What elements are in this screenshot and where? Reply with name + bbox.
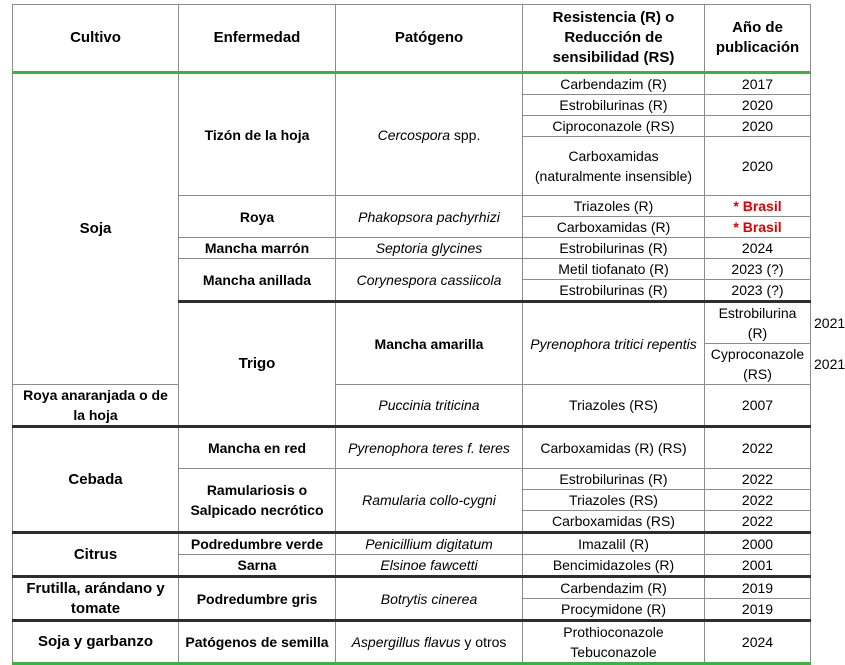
resistance-cell [523, 621, 705, 664]
table-row [13, 533, 811, 555]
header-enfermedad: Enfermedad [179, 5, 336, 73]
year-cell: 2022 [705, 511, 811, 533]
resistance-cell: Estrobilurinas (R) [523, 238, 705, 259]
resistance-cell: Metil tiofanato (R) [523, 259, 705, 280]
year-cell: 2023 (?) [705, 259, 811, 280]
pathogen-name: Cercospora [377, 126, 450, 143]
table-row [13, 577, 811, 599]
crop-cell: Citrus [13, 533, 179, 577]
crop-cell: Soja y garbanzo [13, 621, 179, 664]
year-cell: 2017 [705, 73, 811, 95]
pathogen-cell [336, 621, 523, 664]
year-cell: 2022 [705, 427, 811, 469]
resistance-cell: Triazoles (RS) [523, 385, 705, 427]
disease-cell: Tizón de la hoja [179, 73, 336, 196]
pathogen-cell [336, 73, 523, 196]
year-cell: 2024 [705, 238, 811, 259]
resistance-cell: Carbendazim (R) [523, 73, 705, 95]
crop-cell: Trigo [179, 302, 336, 427]
disease-cell: Mancha amarilla [336, 302, 523, 385]
resistance-cell: Ciproconazole (RS) [523, 116, 705, 137]
resistance-cell: Carboxamidas (RS) [523, 511, 705, 533]
disease-cell: Roya [179, 196, 336, 238]
pathogen-name: Aspergillus flavus [351, 634, 461, 650]
table-row [13, 73, 811, 95]
year-cell: 2022 [705, 490, 811, 511]
year-cell: 2024 [705, 621, 811, 664]
disease-cell: Podredumbre verde [179, 533, 336, 555]
table-row [13, 385, 811, 427]
pathogen-suffix: spp. [450, 126, 481, 143]
table-row: Cyproconazole (RS) 2021 [13, 344, 811, 385]
year-cell-brasil: * Brasil [705, 217, 811, 238]
crop-cell: Cebada [13, 427, 179, 533]
year-cell: 2022 [705, 469, 811, 490]
year-cell: 2001 [705, 555, 811, 577]
header-resistencia: Resistencia (R) o Reducción de sensibilidad (RS) [523, 5, 705, 73]
year-cell: 2019 [705, 577, 811, 599]
disease-cell: Sarna [179, 555, 336, 577]
year-cell: 2020 [705, 137, 811, 196]
disease-cell: Mancha anillada [179, 259, 336, 302]
resistance-cell: Estrobilurinas (R) [523, 95, 705, 116]
header-row [13, 5, 811, 73]
resistance-cell: Estrobilurinas (R) [523, 280, 705, 302]
year-cell: 2019 [705, 599, 811, 621]
disease-cell: Mancha en red [179, 427, 336, 469]
disease-cell: Mancha marrón [179, 238, 336, 259]
resistance-line: Tebuconazole [570, 644, 657, 660]
pathogen-cell: Ramularia collo-cygni [336, 469, 523, 533]
disease-cell: Ramulariosis o Salpicado necrótico [179, 469, 336, 533]
table-row: Trigo Mancha amarilla Pyrenophora tritici repentis Estrobilurina (R) 2021 [13, 302, 811, 344]
year-cell: 2020 [705, 116, 811, 137]
resistance-cell: Bencimidazoles (R) [523, 555, 705, 577]
year-cell: 2007 [705, 385, 811, 427]
resistance-line: Prothioconazole [563, 624, 664, 640]
pathogen-cell: Botrytis cinerea [336, 577, 523, 621]
pathogen-cell: Septoria glycines [336, 238, 523, 259]
header-anio: Año de publicación [705, 5, 811, 73]
resistance-cell: Carboxamidas (R) (RS) [523, 427, 705, 469]
year-cell: 2000 [705, 533, 811, 555]
disease-cell: Patógenos de semilla [179, 621, 336, 664]
resistance-cell: Triazoles (R) [523, 196, 705, 217]
resistance-cell: Procymidone (R) [523, 599, 705, 621]
pathogen-cell: Elsinoe fawcetti [336, 555, 523, 577]
header-patogeno: Patógeno [336, 5, 523, 73]
resistance-cell: Carboxamidas (naturalmente insensible) [523, 137, 705, 196]
resistance-cell: Carbendazim (R) [523, 577, 705, 599]
resistance-cell: Imazalil (R) [523, 533, 705, 555]
year-cell-brasil: * Brasil [705, 196, 811, 217]
pathogen-suffix: y otros [460, 634, 507, 650]
crop-cell: Soja [13, 73, 179, 385]
year-cell: 2023 (?) [705, 280, 811, 302]
crop-cell: Frutilla, arándano y tomate [13, 577, 179, 621]
pathogen-cell: Pyrenophora teres f. teres [336, 427, 523, 469]
pathogen-cell: Penicillium digitatum [336, 533, 523, 555]
year-cell: 2020 [705, 95, 811, 116]
resistance-cell: Estrobilurina (R) [705, 302, 811, 344]
resistance-cell: Triazoles (RS) [523, 490, 705, 511]
resistance-cell: Estrobilurinas (R) [523, 469, 705, 490]
resistance-cell: Cyproconazole (RS) [705, 344, 811, 385]
pathogen-cell: Phakopsora pachyrhizi [336, 196, 523, 238]
fungicide-resistance-table [12, 4, 845, 665]
header-cultivo: Cultivo [13, 5, 179, 73]
table-row [13, 621, 811, 664]
pathogen-cell: Corynespora cassiicola [336, 259, 523, 302]
resistance-cell: Carboxamidas (R) [523, 217, 705, 238]
disease-cell: Podredumbre gris [179, 577, 336, 621]
disease-cell: Roya anaranjada o de la hoja [13, 385, 179, 427]
pathogen-cell: Puccinia triticina [336, 385, 523, 427]
table-row [13, 427, 811, 469]
pathogen-cell: Pyrenophora tritici repentis [523, 302, 705, 385]
